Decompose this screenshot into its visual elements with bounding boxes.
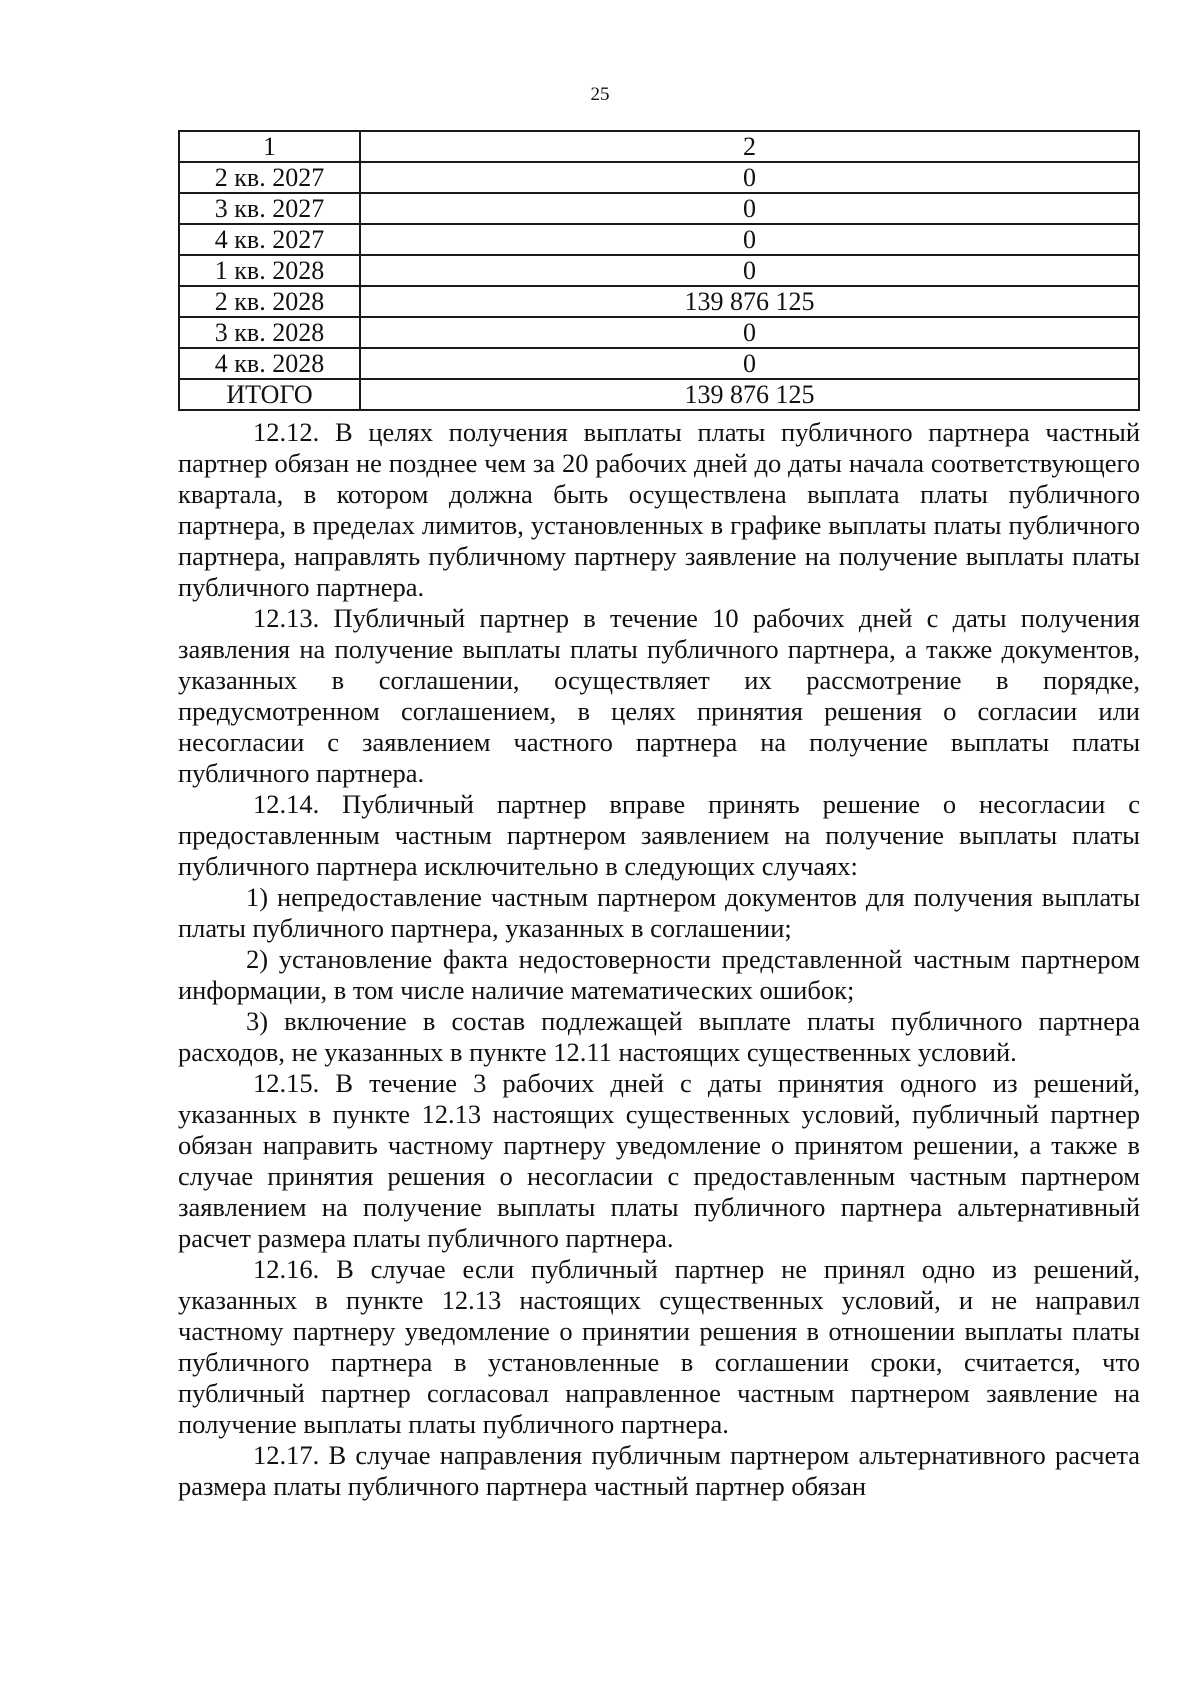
payment-schedule-table xyxy=(178,130,1140,411)
period-cell: 4 кв. 2027 xyxy=(179,224,360,255)
table-row xyxy=(179,348,1139,379)
period-cell: 2 кв. 2027 xyxy=(179,162,360,193)
period-cell: 3 кв. 2027 xyxy=(179,193,360,224)
table-row xyxy=(179,286,1139,317)
amount-cell: 0 xyxy=(360,162,1139,193)
table-row xyxy=(179,162,1139,193)
table-header-row xyxy=(179,131,1139,162)
amount-cell: 0 xyxy=(360,317,1139,348)
total-label-cell: ИТОГО xyxy=(179,379,360,410)
period-cell: 3 кв. 2028 xyxy=(179,317,360,348)
period-cell: 4 кв. 2028 xyxy=(179,348,360,379)
paragraph-12-17: 12.17. В случае направления публичным партнером альтернативного расчета размера платы публичного партнера частный партнер обязан xyxy=(178,1440,1140,1501)
list-item-3: 3) включение в состав подлежащей выплате платы публичного партнера расходов, не указанных в пункте 12.11 настоящих существенных условий. xyxy=(178,1006,1140,1067)
amount-cell: 139 876 125 xyxy=(360,286,1139,317)
page-number: 25 xyxy=(590,84,610,105)
paragraph-12-16: 12.16. В случае если публичный партнер не принял одно из решений, указанных в пункте 12.13 настоящих существенных условий, и не направил частному партнеру уведомление о принятии решения в отношении выплаты платы публичного партнера в установленные в соглашении сроки, считается, что публичный партнер согласовал направленное частным партнером заявление на получение выплаты платы публичного партнера. xyxy=(178,1254,1140,1439)
paragraph-12-13: 12.13. Публичный партнер в течение 10 рабочих дней с даты получения заявления на получение выплаты платы публичного партнера, а также документов, указанных в соглашении, осуществляет их рассмотрение в порядке, предусмотренном соглашением, в целях принятия решения о согласии или несогласии с заявлением частного партнера на получение выплаты платы публичного партнера. xyxy=(178,603,1140,788)
paragraph-12-14: 12.14. Публичный партнер вправе принять решение о несогласии с предоставленным частным партнером заявлением на получение выплаты платы публичного партнера исключительно в следующих случаях: xyxy=(178,789,1140,881)
paragraph-12-15: 12.15. В течение 3 рабочих дней с даты принятия одного из решений, указанных в пункте 12.13 настоящих существенных условий, публичный партнер обязан направить частному партнеру уведомление о принятом решении, а также в случае принятия решения о несогласии с предоставленным частным партнером заявлением на получение выплаты платы публичного партнера альтернативный расчет размера платы публичного партнера. xyxy=(178,1068,1140,1253)
list-item-1: 1) непредоставление частным партнером документов для получения выплаты платы публичного партнера, указанных в соглашении; xyxy=(178,882,1140,943)
table-row xyxy=(179,193,1139,224)
amount-cell: 0 xyxy=(360,224,1139,255)
period-cell: 2 кв. 2028 xyxy=(179,286,360,317)
table-row xyxy=(179,224,1139,255)
document-body xyxy=(178,417,1140,1502)
column-header-amount: 2 xyxy=(360,131,1139,162)
list-item-2: 2) установление факта недостоверности представленной частным партнером информации, в том числе наличие математических ошибок; xyxy=(178,944,1140,1005)
total-amount-cell: 139 876 125 xyxy=(360,379,1139,410)
column-header-period: 1 xyxy=(179,131,360,162)
amount-cell: 0 xyxy=(360,255,1139,286)
paragraph-12-12: 12.12. В целях получения выплаты платы публичного партнера частный партнер обязан не позднее чем за 20 рабочих дней до даты начала соответствующего квартала, в котором должна быть осуществлена выплата платы публичного партнера, в пределах лимитов, установленных в графике выплаты платы публичного партнера, направлять публичному партнеру заявление на получение выплаты платы публичного партнера. xyxy=(178,417,1140,602)
table-total-row xyxy=(179,379,1139,410)
table-row xyxy=(179,255,1139,286)
amount-cell: 0 xyxy=(360,348,1139,379)
table-row xyxy=(179,317,1139,348)
amount-cell: 0 xyxy=(360,193,1139,224)
period-cell: 1 кв. 2028 xyxy=(179,255,360,286)
